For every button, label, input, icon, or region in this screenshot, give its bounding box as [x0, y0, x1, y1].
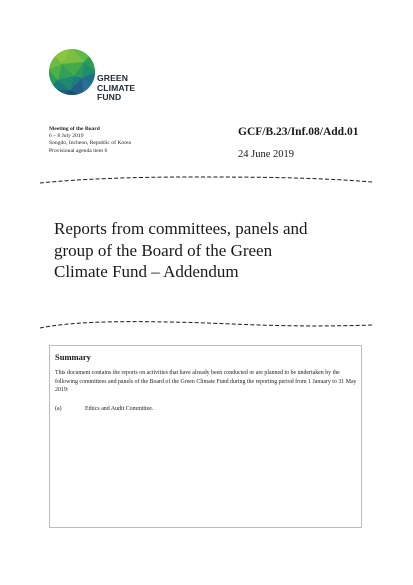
- list-item-marker: (a): [55, 406, 62, 412]
- summary-text: This document contains the reports on activities that have already been conducted or are planned to be undertaken by the following committees and panels of the Board of the Green Climate Fund during the reporting period from 1 January to 31 May 2019:: [55, 370, 357, 393]
- meeting-location: Songdo, Incheon, Republic of Korea: [49, 140, 132, 147]
- globe-logo-icon: [48, 48, 96, 96]
- document-reference: GCF/B.23/Inf.08/Add.01: [238, 126, 359, 138]
- title-line-2: group of the Board of the Green: [54, 240, 273, 260]
- logo-line-green: GREEN: [97, 73, 129, 83]
- document-title: [54, 218, 374, 283]
- logo-wordmark: [97, 74, 135, 103]
- meeting-agenda: Provisional agenda item 6: [49, 147, 108, 154]
- bottom-wave-divider: [40, 318, 372, 332]
- meeting-dates: 6 – 8 July 2019: [49, 133, 84, 140]
- summary-heading: Summary: [55, 352, 91, 362]
- meeting-info: [49, 126, 209, 155]
- meeting-heading: Meeting of the Board: [49, 126, 100, 132]
- logo-line-fund: FUND: [97, 92, 122, 103]
- logo-line-climate: CLIMATE: [97, 82, 136, 93]
- top-wave-divider: [40, 172, 372, 186]
- document-date: 24 June 2019: [238, 149, 294, 160]
- summary-list-item: [55, 405, 355, 413]
- list-item-label: Ethics and Audit Committee.: [85, 406, 154, 412]
- summary-box: [49, 345, 362, 528]
- title-line-3: Climate Fund – Addendum: [54, 262, 239, 281]
- title-line-1: Reports from committees, panels and: [54, 219, 308, 238]
- gcf-logo: [48, 48, 144, 110]
